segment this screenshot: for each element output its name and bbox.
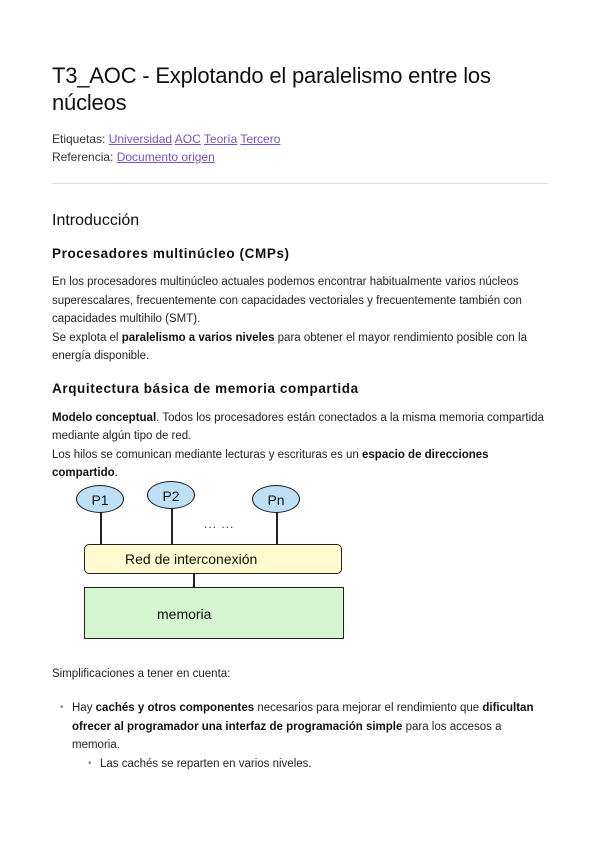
simplifications-intro: Simplificaciones a tener en cuenta: xyxy=(52,667,231,680)
simplifications-list xyxy=(52,699,548,773)
cmps-text-2-post: para obtener el mayor rendimiento posible con la energía disponible. xyxy=(52,331,527,362)
bullet1-post: para los accesos a memoria. xyxy=(72,720,502,751)
tag-link-teoria[interactable]: Teoría xyxy=(203,132,238,146)
memory-box: memoria xyxy=(84,587,344,639)
conceptual-model-text: . Todos los procesadores están conectados a la misma memoria compartida mediante algún tipo de red. xyxy=(52,411,544,442)
page-title: T3_AOC - Explotando el paralelismo entre los núcleos xyxy=(52,63,491,115)
intro-heading: Introducción xyxy=(52,212,140,229)
threads-text-bold: espacio de direcciones compartido xyxy=(52,448,489,479)
document-page xyxy=(52,62,548,773)
cmps-text-2-bold: paralelismo a varios niveles xyxy=(121,331,275,344)
sub-list xyxy=(72,755,548,774)
list-item xyxy=(52,699,548,773)
tag-link-aoc[interactable]: AOC xyxy=(174,132,201,146)
conceptual-model-bold: Modelo conceptual xyxy=(52,411,157,424)
tag-link-universidad[interactable]: Universidad xyxy=(108,132,173,146)
tags-row xyxy=(52,130,548,148)
processor-node-p2: P2 xyxy=(147,481,195,509)
bullet1-bold2: dificultan ofrecer al programador una interfaz de programación simple xyxy=(72,702,534,733)
memory-paragraph xyxy=(52,409,548,483)
reference-label: Referencia: xyxy=(52,150,114,164)
bullet1-pre: Hay xyxy=(72,702,96,714)
section-heading-memory: Arquitectura básica de memoria compartida xyxy=(52,380,359,396)
cmps-paragraph xyxy=(52,273,548,366)
processor-node-p1: P1 xyxy=(76,485,124,513)
connector-p1 xyxy=(100,512,102,545)
source-document-link[interactable]: Documento origen xyxy=(116,150,215,164)
shared-memory-diagram xyxy=(52,485,352,645)
cmps-text-2-pre: Se explota el xyxy=(52,331,122,344)
threads-text-post: . xyxy=(114,467,118,479)
bullet1-bold1: cachés y otros componentes xyxy=(95,702,255,714)
connector-p2 xyxy=(171,508,173,545)
section-heading-cmps: Procesadores multinúcleo (CMPs) xyxy=(52,246,290,261)
tag-link-tercero[interactable]: Tercero xyxy=(240,132,281,146)
cmps-text-1: En los procesadores multinúcleo actuales podemos encontrar habitualmente varios núcleos superescalares, frecuentemente con capacidades vectoriales y frecuentemente también con capacidades multihilo (SMT). xyxy=(52,276,522,325)
interconnect-box: Red de interconexión xyxy=(84,544,342,574)
threads-text-pre: Los hilos se comunican mediante lecturas y escrituras es un xyxy=(52,448,363,461)
metadata xyxy=(52,130,548,166)
sub-list-item: • Las cachés se reparten en varios niveles. xyxy=(72,755,548,774)
tags-label: Etiquetas: xyxy=(52,132,106,146)
bullet1-mid: necesarios para mejorar el rendimiento que xyxy=(254,702,483,714)
connector-pn xyxy=(276,512,278,545)
reference-row xyxy=(52,148,548,166)
connector-memory xyxy=(193,573,195,588)
divider xyxy=(52,183,548,184)
ellipsis-dots: ... ... xyxy=(204,516,235,531)
processor-node-pn: Pn xyxy=(252,485,300,513)
